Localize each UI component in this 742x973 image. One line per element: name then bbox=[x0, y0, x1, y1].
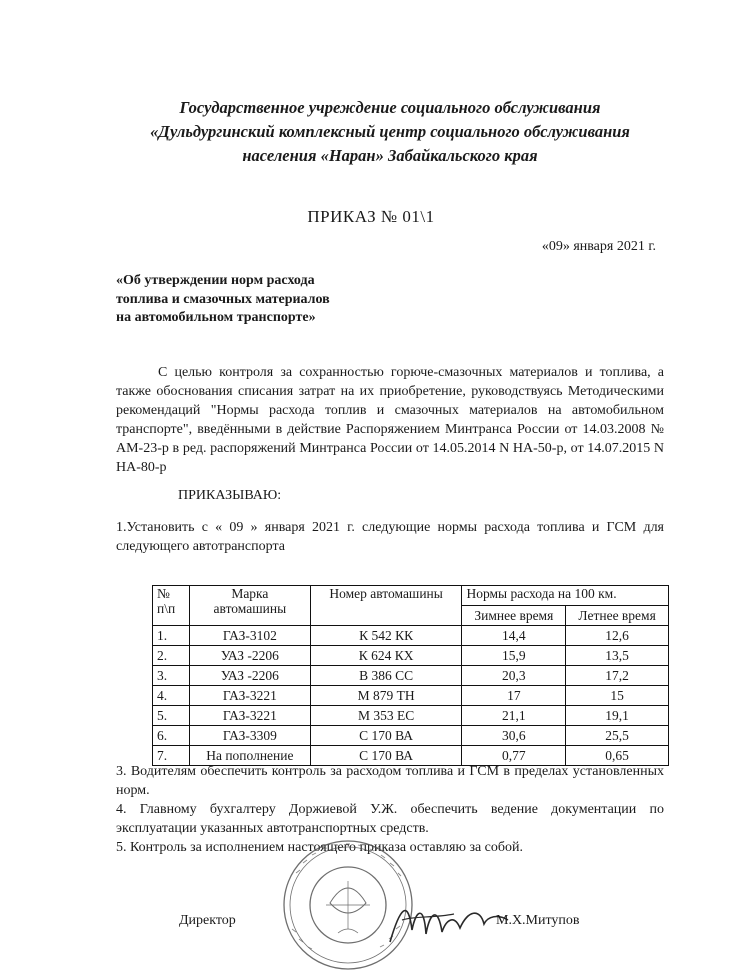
item-1: 1.Установить с « 09 » января 2021 г. следующие нормы расхода топлива и ГСМ для следующего автотранспорта bbox=[116, 520, 664, 554]
cell-num: 1. bbox=[153, 626, 190, 646]
cell-winter: 20,3 bbox=[462, 666, 566, 686]
table-row bbox=[153, 706, 669, 726]
header-line-1: Государственное учреждение социального обслуживания bbox=[179, 98, 601, 117]
cell-winter: 21,1 bbox=[462, 706, 566, 726]
cell-winter: 17 bbox=[462, 686, 566, 706]
fuel-norms-table bbox=[152, 585, 669, 766]
cell-summer: 25,5 bbox=[566, 726, 669, 746]
cell-winter: 15,9 bbox=[462, 646, 566, 666]
preamble-text: С целью контроля за сохранностью горюче-смазочных материалов и топлива, а также обоснования списания затрат на их приобретение, руководствуясь Методическими рекомендаций "Нормы расхода топлив и смазочных материалов на автомобильном транспорте", введёнными в действие Распоряжением Минтранса России от 14.03.2008 № АМ-23-р в ред. распоряжений Минтранса России от 14.05.2014 N НА-50-р, от 14.07.2015 N НА-80-р bbox=[116, 365, 664, 475]
subject-line-1: «Об утверждении норм расхода bbox=[116, 273, 315, 288]
cell-num: 4. bbox=[153, 686, 190, 706]
cell-plate: К 624 КХ bbox=[310, 646, 462, 666]
order-subject bbox=[116, 272, 330, 328]
table-row bbox=[153, 666, 669, 686]
cell-winter: 14,4 bbox=[462, 626, 566, 646]
cell-plate: С 170 ВА bbox=[310, 746, 462, 766]
item-3: 3. Водителям обеспечить контроль за расходом топлива и ГСМ в пределах установленных норм. bbox=[116, 764, 664, 798]
director-signature bbox=[384, 890, 514, 950]
cell-brand: ГАЗ-3221 bbox=[189, 686, 310, 706]
header-summer: Летнее время bbox=[566, 606, 669, 626]
cell-plate: М 879 ТН bbox=[310, 686, 462, 706]
table-row bbox=[153, 726, 669, 746]
cell-summer: 19,1 bbox=[566, 706, 669, 726]
header-winter: Зимнее время bbox=[462, 606, 566, 626]
cell-summer: 12,6 bbox=[566, 626, 669, 646]
director-name: М.Х.Митупов bbox=[496, 913, 580, 928]
cell-brand: УАЗ -2206 bbox=[189, 646, 310, 666]
cell-winter: 0,77 bbox=[462, 746, 566, 766]
header-plate: Номер автомашины bbox=[310, 586, 462, 626]
cell-num: 2. bbox=[153, 646, 190, 666]
cell-plate: М 353 ЕС bbox=[310, 706, 462, 726]
table-row bbox=[153, 646, 669, 666]
cell-summer: 17,2 bbox=[566, 666, 669, 686]
subject-line-2: топлива и смазочных материалов bbox=[116, 291, 330, 307]
cell-plate: В 386 СС bbox=[310, 666, 462, 686]
cell-num: 5. bbox=[153, 706, 190, 726]
order-title: ПРИКАЗ № 01\1 bbox=[307, 207, 435, 226]
cell-summer: 0,65 bbox=[566, 746, 669, 766]
subject-line-3: на автомобильном транспорте» bbox=[116, 310, 316, 325]
item-4: 4. Главному бухгалтеру Доржиевой У.Ж. обеспечить ведение документации по эксплуатации указанных автотранспортных средств. bbox=[116, 802, 664, 836]
preamble-paragraph bbox=[116, 363, 664, 477]
table-row bbox=[153, 626, 669, 646]
header-brand: Марка автомашины bbox=[189, 586, 310, 626]
cell-brand: ГАЗ-3102 bbox=[189, 626, 310, 646]
cell-plate: К 542 КК bbox=[310, 626, 462, 646]
cell-brand: УАЗ -2206 bbox=[189, 666, 310, 686]
header-num: № п\п bbox=[153, 586, 190, 626]
header-norms: Нормы расхода на 100 км. bbox=[462, 586, 669, 606]
cell-winter: 30,6 bbox=[462, 726, 566, 746]
cell-num: 3. bbox=[153, 666, 190, 686]
header-line-2: «Дульдургинский комплексный центр социального обслуживания bbox=[150, 122, 630, 141]
cell-summer: 13,5 bbox=[566, 646, 669, 666]
director-title: Директор bbox=[179, 913, 236, 928]
cell-num: 7. bbox=[153, 746, 190, 766]
cell-brand: ГАЗ-3309 bbox=[189, 726, 310, 746]
command-word: ПРИКАЗЫВАЮ: bbox=[178, 488, 282, 503]
organization-header bbox=[100, 96, 680, 168]
item-5: 5. Контроль за исполнением настоящего приказа оставляю за собой. bbox=[116, 840, 524, 855]
table-row bbox=[153, 686, 669, 706]
cell-plate: С 170 ВА bbox=[310, 726, 462, 746]
cell-brand: ГАЗ-3221 bbox=[189, 706, 310, 726]
cell-brand: На пополнение bbox=[189, 746, 310, 766]
order-date: «09» января 2021 г. bbox=[541, 239, 656, 254]
cell-summer: 15 bbox=[566, 686, 669, 706]
cell-num: 6. bbox=[153, 726, 190, 746]
header-line-3: населения «Наран» Забайкальского края bbox=[242, 146, 538, 165]
